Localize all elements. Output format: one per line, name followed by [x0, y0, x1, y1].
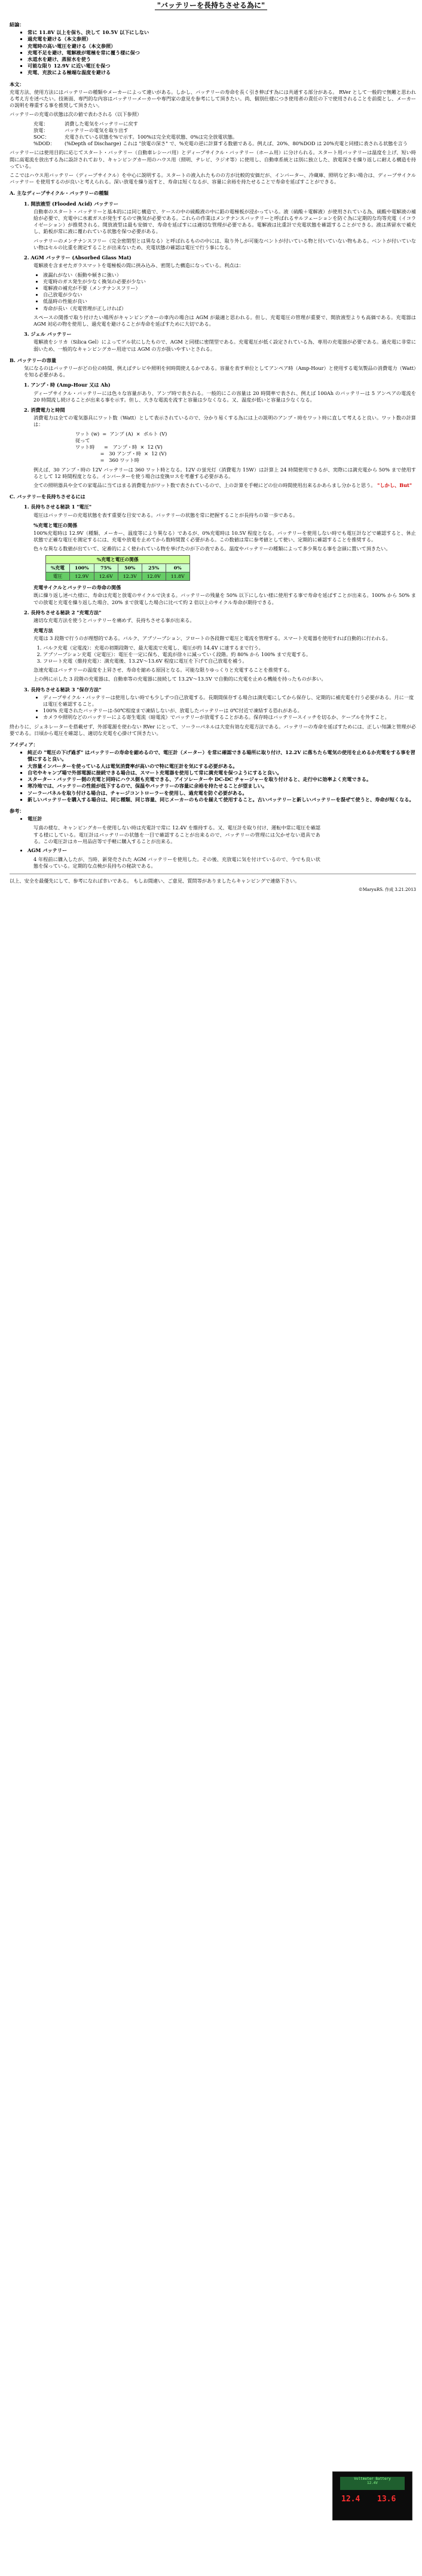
section-c-heading: C. バッテリーを長持ちさせるには	[10, 494, 85, 500]
section-c1-sub: %充電と電圧の関係	[33, 522, 78, 528]
lcd-line: 12.4V	[366, 2481, 378, 2485]
watt-formula: ワット (w) = アンプ (A) × ボルト (V) 従って ワット時 = アンプ・時 × 12 (V) = 30 アンプ・時 × 12 (V) = 360 ワット時	[75, 430, 167, 464]
summary-item: ▪ 充電、充放による極端な温度を避ける	[27, 69, 416, 76]
definition-term: 放電：	[33, 127, 48, 133]
idea-item: ▪ 大容量インバーターを使っている人は電気消費率が高いので特に電圧計を気にする必要がある。	[27, 763, 416, 770]
table-cell: 12.6V	[94, 572, 118, 581]
section-c3-title: 3. 長持ちさせる秘訣 3 "保存方法"	[24, 686, 102, 693]
list-item: • 電解液の補充が不要（メンテナンスフリー）	[43, 285, 416, 292]
summary-item: ▪ 水道水を避け、蒸留水を使う	[27, 56, 416, 63]
reference-list	[10, 847, 326, 854]
list-item: 1. バルク充電（定電流）：充電の初期段階で、最大電流で充電し、電圧が約 14.4V に達するまで行う。	[43, 645, 416, 651]
definition-desc: バッテリーの電気を取り出す	[65, 127, 129, 133]
table-header: 100%	[70, 563, 94, 572]
section-b2-text: 消費電力は全ての電気器具にワット数（Watt）として表示されているので、分かり易くする為には上の説明のアンプ・時をワット時に直して考えると良い。ワット数の計算は：	[33, 415, 416, 428]
table-caption: %充電と電圧の関係	[46, 555, 190, 563]
definition-term: 充電：	[33, 120, 48, 127]
table-cell: 12.0V	[142, 572, 166, 581]
definition-row	[33, 127, 416, 134]
list-item: • 充電時のガス発生が少なく換気の必要が少ない	[43, 278, 416, 285]
list-item: 2. アブソーブション充電（定電圧）：電圧を一定に保ち、電流が徐々に減っていく段階。約 80% から 100% まで充電する。	[43, 651, 416, 658]
section-b1-text: ディープサイクル・バッテリーには色々な容量があり、アンプ時で表される。一般的にこの容量は 20 時間率で表され、例えば 100Ah のバッテリーは 5 アンペアの電流を 20 時間流し続けることが出来る事を示す。但し、大きな電流を流すと容量は少なくなる。又、温度が低いと容量は少なくなる。	[33, 390, 416, 403]
section-c2-text4: 上の例に示した 3 段階の充電器は、自動車等の充電器に接続して 13.2V〜13.5V で自動的に充電を止める機能を持ったものが多い。	[33, 676, 326, 682]
reference-voltmeter-text: 写真の様な、キャンピングカーを使用しない時は充電計で常に 12.4V を維持する。又、電圧計を取り付け、運転中常に電圧を確認する様にしている。電圧計はバッテリーの状態を一目で確認することが出来るので、バッテリーの管理には欠かせない道具である。この電圧計はカー用品店等で手軽に購入することが出来る。	[33, 825, 320, 844]
idea-item: ▪ 自宅やキャンプ場で外部電源に接続できる場合は、スマート充電器を使用して常に満充電を保つようにすると良い。	[27, 770, 416, 776]
definition-row	[33, 140, 416, 147]
but-emphasis: "しかし、But"	[377, 482, 412, 488]
section-c1-title: 1. 長持ちさせる秘訣 1 "電圧"	[24, 504, 92, 510]
idea-item: ▪ 寒冷地では、バッテリーの性能が低下するので、保温やバッテリーの容量に余裕を持たせることが望ましい。	[27, 783, 416, 789]
summary-item: ▪ 充電時の高い電圧を避ける（本文参照）	[27, 43, 416, 50]
section-c2-sub: 充電方法	[33, 627, 53, 634]
section-c2-text2: 充電は 3 段階で行うのが理想的である。バルク、アブソーブション、フロートの各段階で電圧と電流を管理する。スマート充電器を使用すれば自動的に行われる。	[33, 635, 391, 642]
ideas-heading: アイディア：	[10, 742, 38, 748]
table-cell: 12.9V	[70, 572, 94, 581]
lcd-line: Voltmeter Battery	[354, 2477, 391, 2481]
definition-desc: 充電されている状態を%で示す。100%は完全充電状態、0%は完全放電状態。	[65, 134, 238, 140]
table-header: 75%	[94, 563, 118, 572]
definition-row	[33, 134, 416, 140]
section-a1-text2: バッテリーのメンテナンスフリー（完全密閉型とは異なる）と呼ばれるものの中には、取り外しが可能なベントが付いている物と付いていない物もある。ベントが付いていない物はセルの比重を測定することが出来ないため、充電状態の確認は電圧で行う事になる。	[33, 237, 416, 250]
list-item: • カメラや照明などのバッテリーによる寄生電流（暗電流）でバッテリーが放電することがある。保存時はバッテリースイッチを切るか、ケーブルを外すこと。	[43, 714, 416, 721]
soc-voltage-table	[45, 555, 190, 581]
summary-item: ▪ 常に 11.8V 以上を保ち、決して 10.5V 以下にしない	[27, 29, 416, 36]
list-item: • 液漏れがない（振動や傾きに強い）	[43, 272, 416, 278]
storage-list	[10, 694, 416, 721]
summary-item: ▪ 可能な限り 12.9V に近い電圧を保つ	[27, 63, 416, 69]
lcd-panel	[340, 2477, 405, 2490]
intro-paragraph: 充電方法、使用方法にはバッテリーの種類やメーカーによって違いがある。しかし、バッテリーの寿命を長く引き伸ばす為には共通する部分がある。 RVer として一般的で無難と思われる考え方を述べたい。技術面、専門的な内容はバッテリーメーカーや専門家の意見を参考にして頂きたい。尚、個別仕様につき使用者の責任の下で使用されることを前提とし、メーカーの説明を尊重する事を推奨して頂きたい。	[10, 88, 416, 109]
intro-paragraph: ここではハウス用バッテリー（ディープサイクル）を中心に説明する。スタートの液入れたものの方が比較的安価だが、インバーター、冷蔵庫、照明など多い場合は、ディープサイクル バッテリー を使用するのが良いと考えられる。深い放電を繰り返すと、寿命は短くなるが、容量に余裕を持たせることで寿命を延ばすことができる。	[10, 172, 416, 185]
section-a1-title: 1. 開放液型 (Flooded Acid) バッテリー	[24, 200, 119, 207]
section-c1-sub2: 充電サイクルとバッテリーの寿命の関係	[33, 584, 121, 591]
list-item: 3. フロート充電（維持充電）：満充電後、13.2V〜13.6V 程度に電圧を下げて自己放電を補う。	[43, 658, 416, 664]
document-title	[0, 2, 422, 9]
charging-steps	[10, 645, 416, 665]
list-item: • 寿命が長い（充電管理が正しければ）	[43, 305, 416, 312]
closing-paragraph: 終わりに、ジェネレーターを搭載せず、外部電源を使わない RVer にとって、ソーラーパネルは大変有効な充電方法である。バッテリーの寿命を延ばすためには、正しい知識と管理が必要である。日頃から電圧を確認し、適切な充電を心掛けて頂きたい。	[10, 723, 416, 736]
list-item: • 低温時の性能が良い	[43, 298, 416, 305]
section-b2-title: 2. 消費電力と時間	[24, 406, 65, 413]
footer-text: 以上、安全を最優先にして、参考になれば幸いである。 もしお間違い、ご意見、質問等がありましたらキャンピングで連絡下さい。	[10, 877, 300, 884]
section-c2-title: 2. 長持ちさせる秘訣 2 "充電方法"	[24, 609, 102, 615]
idea-item: ▪ 純正の "電圧の下げ過ぎ" はバッテリーの寿命を縮めるので、電圧計（メーター）を常に確認できる場所に取り付け、12.2V に落ちたら電気の使用を止めるか充電をする事を習慣にすると良い。	[27, 749, 416, 762]
section-b-intro: 気になるのはバッテリーがどの位の時間、例えばテレビや照明を何時間使えるかである。容量を表す単位としてアンペア時（Amp-Hour）と使用する電気製品の消費電力（Watt）を知る必要がある。	[24, 365, 416, 378]
signature: ©MaryuRS. 作成 3.21.2013	[358, 887, 416, 892]
section-b2-text2: 例えば、30 アンプ・時の 12V バッテリーは 360 ワット時となる。12V の蛍光灯（消費電力 15W）は計算上 24 時間使用できるが、実際には満充電から 50% まで使用するとして 12 時間程度となる。インバーターを使う場合は変換ロスを考慮する必要がある。	[33, 466, 416, 479]
reference-agm-text: 4 年程前に購入したが、当時、新発売された AGM バッテリーを使用した。その後、充放電に気を付けているので、今でも良い状態を保っている。定期的な点検が長持ちの秘訣である。	[33, 856, 320, 869]
section-a2-title: 2. AGM バッテリー (Absorbed Glass Mat)	[24, 255, 132, 261]
table-header: 25%	[142, 563, 166, 572]
table-cell: 11.8V	[166, 572, 189, 581]
intro-paragraph: バッテリーの充電の状態は次の値で表わされる（以下参照）	[10, 111, 142, 118]
table-cell: 12.3V	[118, 572, 142, 581]
table-header-row	[46, 563, 190, 572]
section-a3-text: 電解液をシリカ（Silica Gel）によってゲル状にしたもので、AGM と同様に密閉型である。充電電圧が低く設定されている為、専用の充電器が必要である。過充電に非常に弱いため、一般的なキャンピングカー用途では AGM の方が扱いやすいとされる。	[33, 339, 416, 352]
title-text: "バッテリーを長持ちさせる為に"	[155, 1, 268, 10]
section-c2-text: 適切な充電方法を使うとバッテリーを痛めず、長持ちさせる事が出来る。	[33, 617, 195, 624]
table-header: 50%	[118, 563, 142, 572]
section-a1-text: 自動車のスタート・バッテリーと基本的には同じ構造で、ケースの中の硫酸液の中に鉛の電極板が浸かっている。液（硫酸＋電解液）が使用されている為、硫酸や電解液の補給が必要で、充電中に水素ガスが発生するので換気が必要である。これらの作業はメンテナンスバッテリーと呼ばれるサルフェーションを防ぐ為に定期的な均等充電（イコライゼーション）が推奨される。開放液型は最も安価で、寿命を延ばすには適切な管理が必要である。電解液は比重計で充電状態を確認することができる。液は蒸留水で補充し、鉛板が常に液に覆われている状態を保つ必要がある。	[33, 208, 416, 235]
reference-list	[10, 816, 326, 822]
idea-item: ▪ 新しいバッテリーを購入する場合は、同じ種類、同じ容量、同じメーカーのものを揃えて使用すること。古いバッテリーと新しいバッテリーを混ぜて使うと、寿命が短くなる。	[27, 797, 416, 803]
summary-item: ▪ 充電不足を避け、電解液が電極を常に覆う様に保つ	[27, 50, 416, 56]
list-item: • 100% 充電されたバッテリーは-50℃程度まで凍結しないが、放電したバッテリーは 0℃付近で凍結する恐れがある。	[43, 707, 416, 714]
definition-desc: 消費した電気をバッテリーに戻す	[65, 120, 138, 127]
idea-item: ▪ ソーラーパネルを取り付ける場合は、チャージコントローラーを使用し、過充電を防ぐ必要がある。	[27, 790, 416, 797]
section-c1-text2: 100%充電時は 12.9V（種類、メーカー、温度等により異なる）であるが、0%充電時は 10.5V 程度となる。バッテリーを使用しない時でも電圧計などで確認すると、休止状態で正確な電圧を測定するには、充電や放電を止めてから数時間置く必要がある。この数値は常に参考値として使い、定期的に確認することを推奨する。	[33, 530, 416, 543]
section-a2-text2: スペースの関係で取り付けたい場所がキャンピングカーの車内の場合は AGM が最適と思われる。但し、充電電圧の管理が重要で、開放液型よりも高価である。充電器は AGM 対応の物を使用し、過充電を避けることが寿命を延ばすために大切である。	[33, 314, 416, 327]
section-a-heading: A. 主なディープサイクル・バッテリーの種類	[10, 190, 109, 197]
table-row	[46, 572, 190, 581]
voltage-readout-right: 13.6	[377, 2495, 396, 2504]
definition-term: SOC：	[33, 134, 50, 140]
intro-heading: 本文：	[10, 81, 25, 87]
voltmeter-photo	[332, 2471, 412, 2520]
reference-agm-title: • AGM バッテリー	[27, 847, 326, 854]
idea-item: ▪ スターター・バッテリー側の充電と同時にハウス側も充電できる、アイソレーターや DC-DC チャージャーを取り付けると、走行中に効率よく充電できる。	[27, 776, 416, 783]
agm-benefit-list	[10, 272, 416, 312]
section-a3-title: 3. ジェル バッテリー	[24, 331, 72, 338]
section-a2-text: 電解液を含ませたガラスマットを電極板の間に挟み込み、密閉した構造になっている。利点は：	[33, 262, 244, 269]
summary-item: ▪ 過充電を避ける（本文参照）	[27, 36, 416, 42]
section-c1-text: 電圧はバッテリーの充電状態を表す重要な目安である。バッテリーの状態を常に把握することが長持ちの第一歩である。	[33, 511, 298, 518]
table-header: 0%	[166, 563, 189, 572]
list-item: • 自己放電が少ない	[43, 292, 416, 298]
reference-heading: 参考：	[10, 807, 25, 814]
section-b2-text3-body: 全ての照明器具や全ての家電品に当てはまる消費電力がワット数で表されているので、上の計算を手軽にどの位の時間使用出来るかあらまし分かると思う。	[33, 482, 376, 488]
definition-term: %DOD：	[33, 140, 55, 147]
ideas-list	[10, 749, 416, 803]
reference-voltmeter-title: • 電圧計	[27, 816, 326, 822]
document-body	[10, 17, 416, 893]
section-b-heading: B. バッテリーの容量	[10, 357, 57, 363]
section-c2-text3: 急速充電はバッテリーの温度を上昇させ、寿命を縮める原因となる。可能な限りゆっくりと充電することを推奨する。	[33, 667, 293, 673]
section-b1-title: 1. アンプ・時 (Amp-Hour 又は Ah)	[24, 382, 111, 388]
definition-row	[33, 121, 416, 127]
section-c1-text3: 色々な異なる数値が出ていて、定番的によく使われている物を挙げたのが下の表である。温度やバッテリーの種類によって多少異なる事を念頭に置いて頂きたい。	[33, 546, 391, 552]
summary-list	[10, 29, 416, 76]
list-item: • ディープサイクル・バッテリーは使用しない時でも少しずつ自己放電する。長期間保存する場合は満充電にしてから保存し、定期的に補充電を行う必要がある。月に一度は電圧を確認すること。	[43, 694, 416, 707]
section-b2-text3	[33, 482, 416, 489]
section-c1-text4: 既に繰り返し述べた様に、寿命は充電と放電のサイクルで決まる。バッテリーの残量を 50% 以下にしない様に使用する事で寿命を延ばすことが出来る。100% から 50% までの放電と充電を繰り返した場合、20% まで放電した場合に比べて約 2 倍以上のサイクル寿命が期待できる。	[33, 592, 416, 605]
definition-desc: (%Depth of Discharge) これは "放電の深さ" で、%充電の逆に計算する数値である。例えば、20%、80%DOD は 20%充電と同様に表される状態を言う	[65, 140, 408, 147]
summary-heading: 結論：	[10, 22, 25, 27]
voltage-readout-left: 12.4	[341, 2495, 360, 2504]
intro-paragraph: バッテリーには使用目的に応じてスタート・バッテリー（自動車レシーバ用）とディープサイクル・バッテリー（ホーム用）に分けられる。スタート用バッテリーは温度を上げ、短い時間に高電流を放出する為に設計されており、キャンピングカー用のハウス用（照明、テレビ、ラジオ等）に使用し、自動車系統とは別に独立した、放電深さを繰り返しに耐える構造を持っている。	[10, 149, 416, 169]
table-header: %充電	[46, 563, 70, 572]
table-cell: 電圧	[46, 572, 70, 581]
